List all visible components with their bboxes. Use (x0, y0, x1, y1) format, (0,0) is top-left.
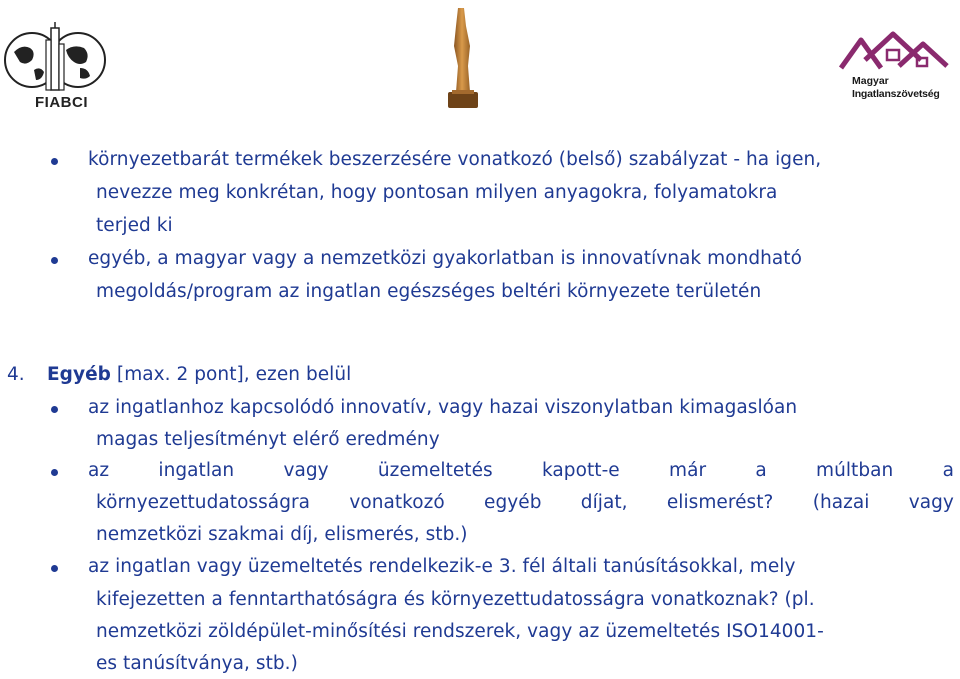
list-item-line: terjed ki (96, 215, 173, 236)
list-item-line-justified (88, 462, 954, 481)
list-item-line: kifejezetten a fenntarthatóságra és környezettudatosságra vonatkoznak? (pl. (96, 589, 815, 610)
fiabci-wordmark: FIABCI (35, 94, 88, 111)
list-item-line: magas teljesítményt elérő eredmény (96, 429, 440, 450)
section-heading-rest: [max. 2 pont], ezen belül (116, 364, 352, 385)
magyar-ingatlanszovetseg-logo (835, 30, 953, 110)
list-item-line: es tanúsítványa, stb.) (96, 653, 298, 674)
word: elismerést? (666, 492, 774, 513)
bullet-icon (51, 565, 58, 572)
association-name-line1: Magyar (852, 75, 889, 87)
word: környezettudatosságra (96, 492, 311, 513)
word: az (88, 460, 110, 481)
section-number: 4. (7, 364, 25, 385)
bullet-icon (51, 158, 58, 165)
list-item-line: nevezze meg konkrétan, hogy pontosan milyen anyagokra, folyamatokra (96, 182, 778, 203)
list-item-line: környezetbarát termékek beszerzésére vonatkozó (belső) szabályzat - ha igen, (88, 149, 822, 170)
word: már (669, 460, 707, 481)
houses-roof-icon (835, 30, 953, 78)
word: a (755, 460, 767, 481)
list-item-line: az ingatlanhoz kapcsolódó innovatív, vagy hazai viszonylatban kimagaslóan (88, 397, 798, 418)
bullet-icon (51, 406, 58, 413)
award-statue-icon (438, 6, 488, 110)
bullet-icon (51, 257, 58, 264)
bullet-icon (51, 469, 58, 476)
fiabci-logo (2, 22, 108, 112)
word: kapott-e (541, 460, 620, 481)
word: egyéb (484, 492, 542, 513)
word: vagy (283, 460, 329, 481)
word: vonatkozó (349, 492, 445, 513)
association-name-line2: Ingatlanszövetség (852, 88, 940, 100)
word: ingatlan (158, 460, 235, 481)
list-item-line: megoldás/program az ingatlan egészséges beltéri környezete területén (96, 281, 762, 302)
word: díjat, (580, 492, 628, 513)
word: üzemeltetés (377, 460, 493, 481)
word: vagy (908, 492, 954, 513)
word: múltban (816, 460, 894, 481)
list-item-line: az ingatlan vagy üzemeltetés rendelkezik-e 3. fél általi tanúsításokkal, mely (88, 556, 796, 577)
fiabci-globe-icon (2, 22, 108, 94)
list-item-line: egyéb, a magyar vagy a nemzetközi gyakorlatban is innovatívnak mondható (88, 248, 802, 269)
word: a (942, 460, 954, 481)
word: (hazai (812, 492, 870, 513)
section-heading (47, 366, 351, 385)
list-item-line-justified (96, 494, 954, 513)
list-item-line: nemzetközi zöldépület-minősítési rendszerek, vagy az üzemeltetés ISO14001- (96, 621, 824, 642)
section-title: Egyéb (47, 364, 111, 385)
page-header (0, 0, 960, 115)
list-item-line: nemzetközi szakmai díj, elismerés, stb.) (96, 524, 468, 545)
